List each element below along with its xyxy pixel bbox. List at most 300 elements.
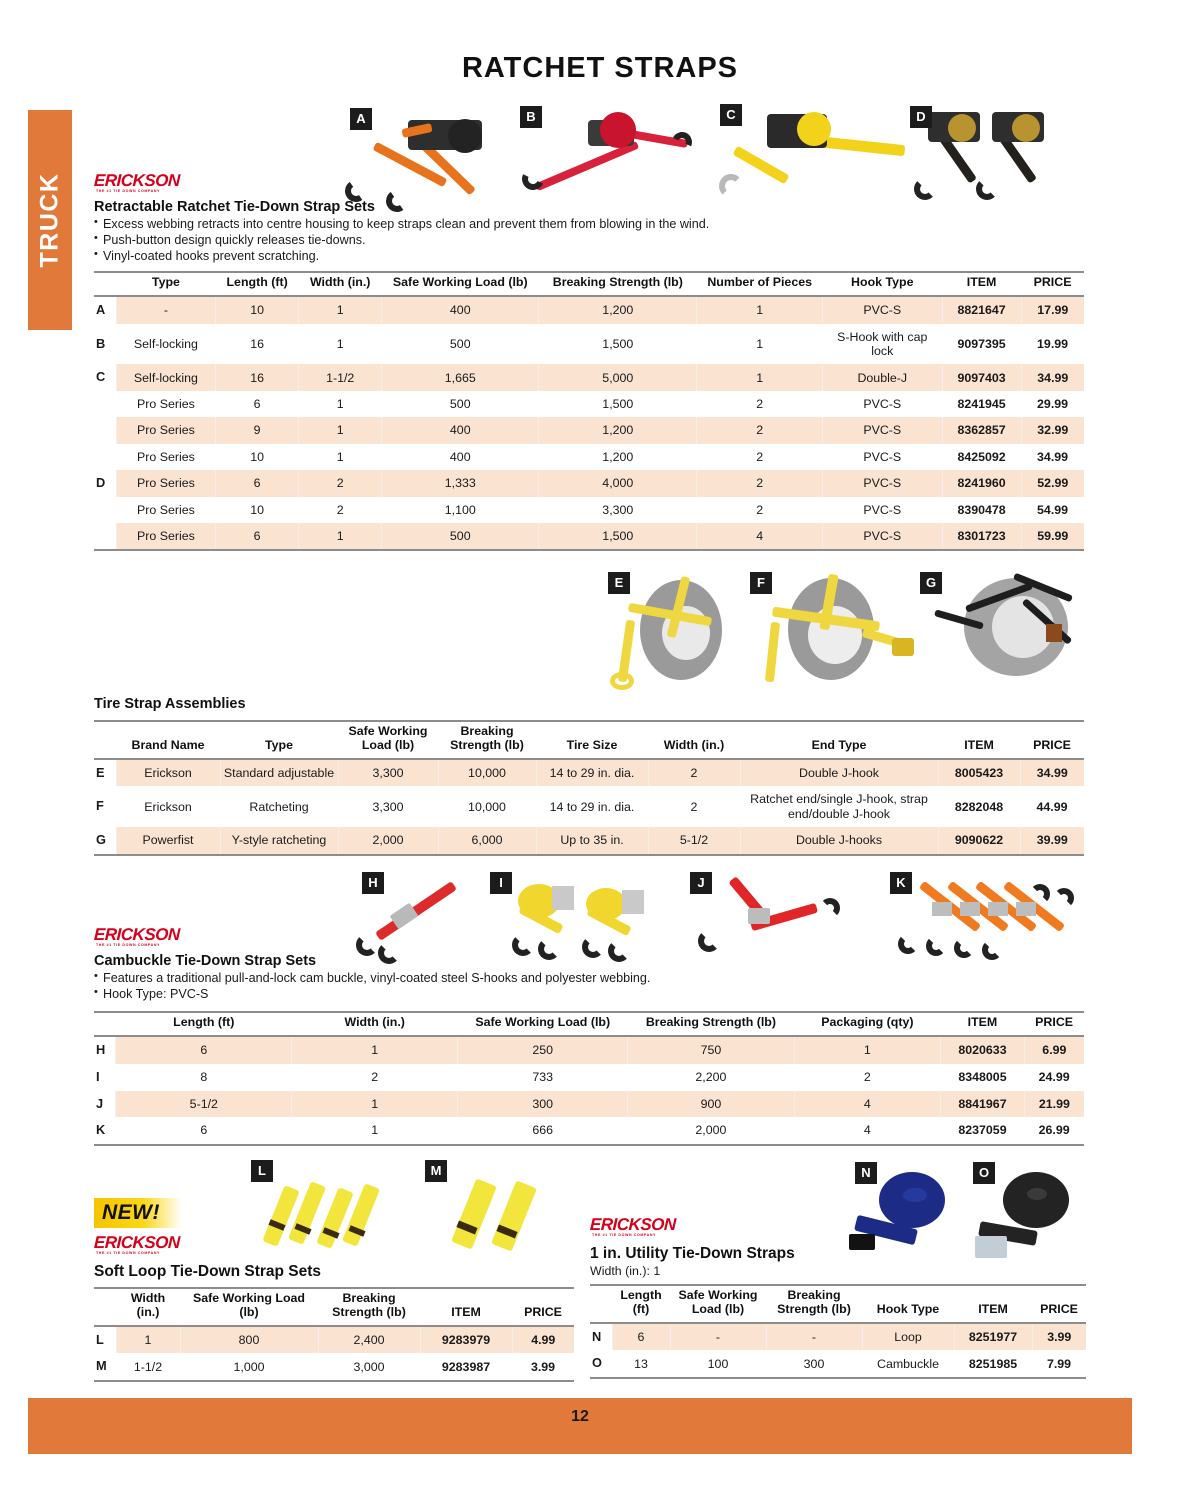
new-badge: NEW!: [94, 1198, 182, 1228]
cell-end-type: Double J-hook: [740, 759, 938, 787]
cell-price: 34.99: [1037, 449, 1069, 464]
col-key: [94, 1288, 116, 1326]
cell-swl: 1,665: [382, 364, 539, 391]
cell-length: 6: [253, 397, 261, 412]
col-type: Type: [151, 275, 180, 290]
table-body: [94, 1326, 574, 1381]
col-end-type: End Type: [811, 737, 867, 752]
cell-length: 6: [612, 1323, 670, 1351]
cell-width: 1: [336, 337, 344, 352]
table-row[interactable]: [94, 444, 1084, 470]
cell-hook: PVC-S: [822, 417, 942, 443]
cell-swl: 250: [458, 1036, 628, 1064]
cell-swl: 400: [382, 296, 539, 324]
col-price: PRICE: [1033, 737, 1071, 752]
image-badge-e: E: [608, 572, 630, 594]
cell-packaging: 4: [794, 1091, 941, 1118]
cell-swl: 2,000: [338, 827, 438, 855]
section1-heading: Retractable Ratchet Tie-Down Strap Sets: [94, 199, 375, 215]
cell-item: 8251977: [954, 1323, 1032, 1351]
cell-price: 21.99: [1024, 1091, 1084, 1118]
cell-breaking: 1,500: [602, 397, 634, 412]
cell-pieces: 2: [697, 470, 823, 497]
row-key: I: [96, 1068, 100, 1084]
col-key: [94, 272, 116, 296]
cell-hook: PVC-S: [822, 296, 942, 324]
cell-price: 7.99: [1032, 1350, 1086, 1378]
section-utility-tiedown: [590, 1216, 1086, 1379]
cell-tire-size: 14 to 29 in. dia.: [536, 759, 648, 787]
table-row[interactable]: [94, 786, 1084, 827]
cell-item: 9283987: [420, 1353, 512, 1381]
cell-price: 29.99: [1037, 397, 1069, 412]
cell-swl: 500: [449, 397, 471, 412]
col-tire-size: Tire Size: [566, 737, 618, 752]
cell-item: 9090622: [938, 827, 1020, 855]
row-key: [94, 391, 116, 417]
cell-type: Pro Series: [116, 470, 215, 497]
brand-logo-tagline: THE #1 TIE DOWN COMPANY: [96, 943, 161, 947]
cell-price: 17.99: [1021, 296, 1084, 324]
cell-breaking: 900: [628, 1091, 794, 1118]
table-row[interactable]: [94, 759, 1084, 787]
cell-width: 2: [690, 799, 698, 814]
cell-length: 6: [116, 1036, 292, 1064]
product-photo-f: [750, 572, 920, 692]
col-breaking: Breaking Strength (lb): [777, 1288, 851, 1316]
image-badge-g: G: [920, 572, 942, 594]
cell-item: 8362857: [942, 417, 1021, 443]
cell-price: 4.99: [512, 1326, 574, 1354]
col-item: ITEM: [451, 1304, 481, 1319]
cell-item: 8841967: [941, 1091, 1025, 1118]
section4-heading: Soft Loop Tie-Down Strap Sets: [94, 1263, 322, 1280]
section3-heading: Cambuckle Tie-Down Strap Sets: [94, 953, 317, 969]
cell-breaking: 1,500: [539, 523, 697, 550]
cell-end-type: Ratchet end/single J-hook, strap end/double J-hook: [750, 792, 928, 821]
image-badge-c: C: [720, 104, 742, 126]
col-length: Length (ft): [173, 1015, 235, 1030]
table-tire-strap-assemblies: [94, 720, 1084, 856]
col-swl: Safe Working Load (lb): [193, 1291, 305, 1319]
cell-width: 2: [336, 502, 344, 517]
brand-logo-erickson: [94, 1234, 180, 1256]
cell-swl: 800: [180, 1326, 318, 1354]
col-width: Width (in.): [344, 1015, 405, 1030]
cell-width: 1: [336, 449, 344, 464]
section-tab-truck: [28, 110, 72, 330]
row-key: [94, 444, 116, 470]
cell-price: 32.99: [1021, 417, 1084, 443]
table-row[interactable]: [94, 497, 1084, 523]
cell-width: 2: [371, 1070, 379, 1085]
cell-breaking: 3,300: [602, 502, 634, 517]
cell-item: 8301723: [942, 523, 1021, 550]
cell-item: 9097395: [957, 337, 1006, 352]
table-row[interactable]: [590, 1323, 1086, 1351]
brand-logo-erickson: [590, 1216, 676, 1238]
cell-breaking: 4,000: [539, 470, 697, 497]
table-soft-loop: [94, 1287, 574, 1382]
cell-item: 8251985: [954, 1350, 1032, 1378]
image-badge-b: B: [520, 106, 542, 128]
col-length: Length (ft): [226, 275, 288, 290]
brand-logo-erickson: [94, 926, 180, 948]
cell-pieces: 2: [756, 449, 764, 464]
cell-type: Y-style ratcheting: [220, 827, 338, 855]
image-badge-o: O: [973, 1162, 995, 1184]
table-row[interactable]: [94, 324, 1084, 365]
row-key: H: [96, 1042, 106, 1058]
cell-swl: 1,333: [382, 470, 539, 497]
cell-breaking: 3,000: [318, 1353, 420, 1381]
table-row[interactable]: [94, 523, 1084, 550]
col-hook: Hook Type: [851, 275, 914, 290]
cell-price: 24.99: [1038, 1070, 1070, 1085]
cell-swl: 500: [382, 523, 539, 550]
col-key: [590, 1285, 612, 1323]
cell-packaging: 2: [863, 1070, 871, 1085]
cell-type: -: [116, 296, 215, 324]
section-cambuckle: [94, 926, 1084, 1146]
section5-subnote: Width (in.): 1: [590, 1264, 661, 1278]
cell-packaging: 4: [794, 1117, 941, 1145]
cell-type: Pro Series: [137, 449, 195, 464]
cell-tire-size: 14 to 29 in. dia.: [549, 799, 635, 814]
table-body: [94, 759, 1084, 855]
table-row[interactable]: [94, 1353, 574, 1381]
image-badge-n: N: [855, 1162, 877, 1184]
bullet-item: • Features a traditional pull-and-lock cam buckle, vinyl-coated steel S-hooks and polyester webbing.: [94, 970, 1084, 986]
cell-width: 1-1/2: [299, 364, 382, 391]
col-price: PRICE: [524, 1304, 562, 1319]
cell-end-type: Double J-hooks: [740, 827, 938, 855]
cell-length: 13: [612, 1350, 670, 1378]
cell-length: 9: [216, 417, 299, 443]
table-row[interactable]: [94, 1326, 574, 1354]
col-type: Type: [265, 737, 293, 752]
col-length: Length (ft): [620, 1288, 662, 1316]
cell-length: 6: [116, 1117, 292, 1145]
col-brand: Brand Name: [131, 737, 205, 752]
col-price: PRICE: [1040, 1301, 1078, 1316]
brand-logo-mark: ERICKSON: [589, 1215, 677, 1234]
bullet-item: • Hook Type: PVC-S: [94, 986, 1084, 1002]
cell-width: 1: [299, 296, 382, 324]
cell-brand: Erickson: [116, 759, 220, 787]
table-cambuckle: [94, 1011, 1084, 1146]
cell-type: Self-locking: [133, 337, 198, 352]
cell-width: 1: [336, 397, 344, 412]
table-header-row: [590, 1285, 1086, 1323]
col-key: [94, 1012, 116, 1036]
cell-swl: 300: [458, 1091, 628, 1118]
page-footer: [28, 1398, 1132, 1454]
cell-width: 1: [292, 1091, 458, 1118]
cell-length: 16: [250, 337, 265, 352]
cell-item: 8348005: [958, 1070, 1007, 1085]
cell-item: 8237059: [941, 1117, 1025, 1145]
cell-breaking: 1,200: [602, 449, 634, 464]
cell-price: 26.99: [1024, 1117, 1084, 1145]
col-item: ITEM: [966, 275, 997, 290]
cell-swl: 400: [449, 449, 471, 464]
cell-width: 1: [292, 1036, 458, 1064]
row-key: E: [96, 764, 105, 780]
table-header-row: [94, 1288, 574, 1326]
cell-length: 8: [200, 1070, 208, 1085]
cell-price: 52.99: [1021, 470, 1084, 497]
cell-breaking: 1,500: [602, 337, 634, 352]
table-retractable-ratchet: [94, 271, 1084, 551]
cell-price: 54.99: [1037, 502, 1069, 517]
cell-pieces: 2: [697, 417, 823, 443]
cell-brand: Erickson: [144, 799, 192, 814]
cell-width: 1: [299, 523, 382, 550]
cell-item: 9097403: [942, 364, 1021, 391]
cell-packaging: 1: [794, 1036, 941, 1064]
cell-price: 19.99: [1037, 337, 1069, 352]
table-header-row: [94, 1012, 1084, 1036]
cell-pieces: 2: [756, 502, 764, 517]
cell-type: Pro Series: [137, 397, 195, 412]
image-badge-k: K: [890, 872, 912, 894]
cell-swl: 733: [532, 1070, 554, 1085]
cell-type: Pro Series: [116, 523, 215, 550]
col-swl: Safe Working Load (lb): [348, 724, 428, 752]
section3-bullets: [94, 970, 1084, 1002]
cell-length: 10: [250, 502, 265, 517]
cell-price: 44.99: [1036, 799, 1068, 814]
cell-breaking: 2,000: [628, 1117, 794, 1145]
section5-heading: 1 in. Utility Tie-Down Straps: [590, 1245, 795, 1262]
cell-length: 10: [216, 296, 299, 324]
col-swl: Safe Working Load (lb): [392, 275, 528, 290]
cell-width: 2: [648, 759, 740, 787]
cell-width: 1-1/2: [116, 1353, 180, 1381]
row-key: N: [592, 1328, 602, 1344]
table-body: [590, 1323, 1086, 1378]
row-key: [94, 523, 116, 550]
table-body: [94, 296, 1084, 550]
cell-tire-size: Up to 35 in.: [536, 827, 648, 855]
cell-price: 3.99: [512, 1353, 574, 1381]
row-key: B: [96, 335, 106, 351]
cell-price: 6.99: [1024, 1036, 1084, 1064]
product-photo-g: [920, 572, 1085, 692]
cell-price: 39.99: [1020, 827, 1084, 855]
cell-hook: Loop: [862, 1323, 954, 1351]
page-number: 12: [571, 1408, 589, 1425]
row-key: L: [96, 1331, 104, 1347]
row-key: [94, 417, 116, 443]
cell-item: 9283979: [420, 1326, 512, 1354]
section-tire-strap-assemblies: [94, 694, 1084, 856]
cell-item: 8020633: [941, 1036, 1025, 1064]
table-row[interactable]: [94, 1091, 1084, 1118]
cell-breaking: 10,000: [438, 759, 536, 787]
cell-hook: PVC-S: [822, 523, 942, 550]
brand-logo-mark: ERICKSON: [93, 925, 181, 944]
cell-item: 8282048: [954, 799, 1004, 814]
cell-breaking: 300: [766, 1350, 862, 1378]
brand-logo-tagline: THE #1 TIE DOWN COMPANY: [96, 189, 161, 193]
cell-length: 5-1/2: [116, 1091, 292, 1118]
col-item: ITEM: [967, 1015, 998, 1030]
cell-hook: S-Hook with cap lock: [837, 329, 928, 359]
row-key-group-d: D: [96, 474, 106, 490]
col-swl: Safe Working Load (lb): [678, 1288, 758, 1316]
col-pieces: Number of Pieces: [707, 275, 812, 290]
cell-breaking: 2,200: [695, 1070, 727, 1085]
table-row[interactable]: [94, 1036, 1084, 1064]
image-badge-l: L: [251, 1160, 273, 1182]
cell-type: Standard adjustable: [220, 759, 338, 787]
cell-breaking: 1,200: [539, 296, 697, 324]
image-badge-j: J: [690, 872, 712, 894]
brand-logo-mark: ERICKSON: [93, 1233, 181, 1252]
brand-logo-tagline: THE #1 TIE DOWN COMPANY: [592, 1233, 657, 1237]
table-row[interactable]: [590, 1350, 1086, 1378]
cell-breaking: 1,200: [539, 417, 697, 443]
cell-width: 1: [292, 1117, 458, 1145]
row-key: O: [590, 1350, 612, 1378]
row-key: [94, 497, 116, 523]
table-row[interactable]: [94, 364, 1084, 391]
section2-heading: Tire Strap Assemblies: [94, 696, 246, 712]
row-key: F: [96, 798, 104, 814]
cell-price: 3.99: [1032, 1323, 1086, 1351]
cell-swl: 400: [382, 417, 539, 443]
bullet-item: • Vinyl-coated hooks prevent scratching.: [94, 248, 1084, 264]
col-breaking: Breaking Strength (lb): [332, 1291, 406, 1319]
col-width: Width (in.): [663, 737, 725, 752]
cell-breaking: 5,000: [539, 364, 697, 391]
col-breaking: Breaking Strength (lb): [450, 724, 524, 752]
row-key: K: [94, 1117, 116, 1145]
section-retractable-ratchet: [94, 172, 1084, 551]
cell-swl: 666: [458, 1117, 628, 1145]
cell-item: 8425092: [957, 449, 1006, 464]
brand-logo-erickson: [94, 172, 180, 194]
cell-length: 6: [216, 523, 299, 550]
bullet-item: • Excess webbing retracts into centre housing to keep straps clean and prevent them from blowing in the wind.: [94, 216, 1084, 232]
table-row[interactable]: [94, 827, 1084, 855]
cell-swl: -: [670, 1323, 766, 1351]
bullet-item: • Push-button design quickly releases tie-downs.: [94, 232, 1084, 248]
cell-type: Pro Series: [116, 417, 215, 443]
cell-pieces: 1: [756, 337, 764, 352]
table-header-row: [94, 721, 1084, 759]
brand-logo-tagline: THE #1 TIE DOWN COMPANY: [96, 1251, 161, 1255]
table-row[interactable]: [94, 1117, 1084, 1145]
cell-pieces: 1: [697, 364, 823, 391]
cell-swl: 3,300: [338, 759, 438, 787]
cell-item: 8821647: [942, 296, 1021, 324]
cell-breaking: 6,000: [438, 827, 536, 855]
cell-breaking: -: [766, 1323, 862, 1351]
cell-hook: PVC-S: [863, 449, 902, 464]
cell-brand: Powerfist: [116, 827, 220, 855]
table-row[interactable]: [94, 1064, 1084, 1091]
row-key: A: [96, 302, 106, 318]
table-row[interactable]: [94, 296, 1084, 324]
row-key: G: [94, 827, 116, 855]
cell-pieces: 1: [697, 296, 823, 324]
product-photo-e: [600, 572, 750, 692]
cell-hook: Cambuckle: [862, 1350, 954, 1378]
col-packaging: Packaging (qty): [821, 1015, 914, 1030]
cell-price: 34.99: [1021, 364, 1084, 391]
col-width: Width (in.): [309, 275, 371, 290]
col-price: PRICE: [1035, 1015, 1074, 1030]
image-badge-a: A: [350, 108, 372, 130]
col-swl: Safe Working Load (lb): [475, 1015, 611, 1030]
cell-width: 2: [299, 470, 382, 497]
cell-item: 8241960: [942, 470, 1021, 497]
cell-length: 10: [250, 449, 265, 464]
cell-type: Ratcheting: [249, 799, 309, 814]
table-utility-tiedown: [590, 1284, 1086, 1379]
cell-length: 6: [216, 470, 299, 497]
section1-bullets: [94, 216, 1084, 264]
cell-pieces: 4: [697, 523, 823, 550]
image-badge-m: M: [425, 1160, 447, 1182]
cell-item: 8390478: [957, 502, 1006, 517]
product-image-strip-efg: [590, 568, 1090, 693]
page-title: RATCHET STRAPS: [461, 52, 739, 84]
cell-swl: 1,100: [444, 502, 476, 517]
image-badge-i: I: [490, 872, 512, 894]
cell-swl: 100: [670, 1350, 766, 1378]
section-tab-label: TRUCK: [35, 172, 64, 268]
row-key: M: [94, 1353, 116, 1381]
table-row[interactable]: [94, 470, 1084, 497]
cell-width: 5-1/2: [648, 827, 740, 855]
cell-type: Self-locking: [116, 364, 215, 391]
col-width: Width (in.): [130, 1291, 166, 1319]
table-body: [94, 1036, 1084, 1145]
col-key: [94, 721, 116, 759]
table-row[interactable]: [94, 417, 1084, 443]
table-row[interactable]: [94, 391, 1084, 417]
image-badge-d: D: [910, 106, 932, 128]
cell-price: 59.99: [1021, 523, 1084, 550]
cell-breaking: 750: [628, 1036, 794, 1064]
cell-breaking: 2,400: [318, 1326, 420, 1354]
cell-swl: 1,000: [180, 1353, 318, 1381]
row-key: J: [96, 1095, 104, 1111]
cell-item: 8005423: [938, 759, 1020, 787]
col-breaking: Breaking Strength (lb): [552, 275, 683, 290]
col-breaking: Breaking Strength (lb): [645, 1015, 776, 1030]
cell-width: 1: [116, 1326, 180, 1354]
col-item: ITEM: [964, 737, 994, 752]
section-soft-loop: [94, 1198, 574, 1382]
cell-hook: PVC-S: [863, 502, 902, 517]
row-key: C: [96, 369, 106, 385]
brand-logo-mark: ERICKSON: [93, 171, 181, 190]
cell-hook: Double-J: [822, 364, 942, 391]
cell-hook: PVC-S: [863, 397, 902, 412]
table-header-row: [94, 272, 1084, 296]
cell-item: 8241945: [957, 397, 1006, 412]
col-hook: Hook Type: [876, 1301, 940, 1316]
cell-hook: PVC-S: [822, 470, 942, 497]
cell-price: 34.99: [1020, 759, 1084, 787]
col-price: PRICE: [1033, 275, 1072, 290]
cell-type: Pro Series: [137, 502, 195, 517]
